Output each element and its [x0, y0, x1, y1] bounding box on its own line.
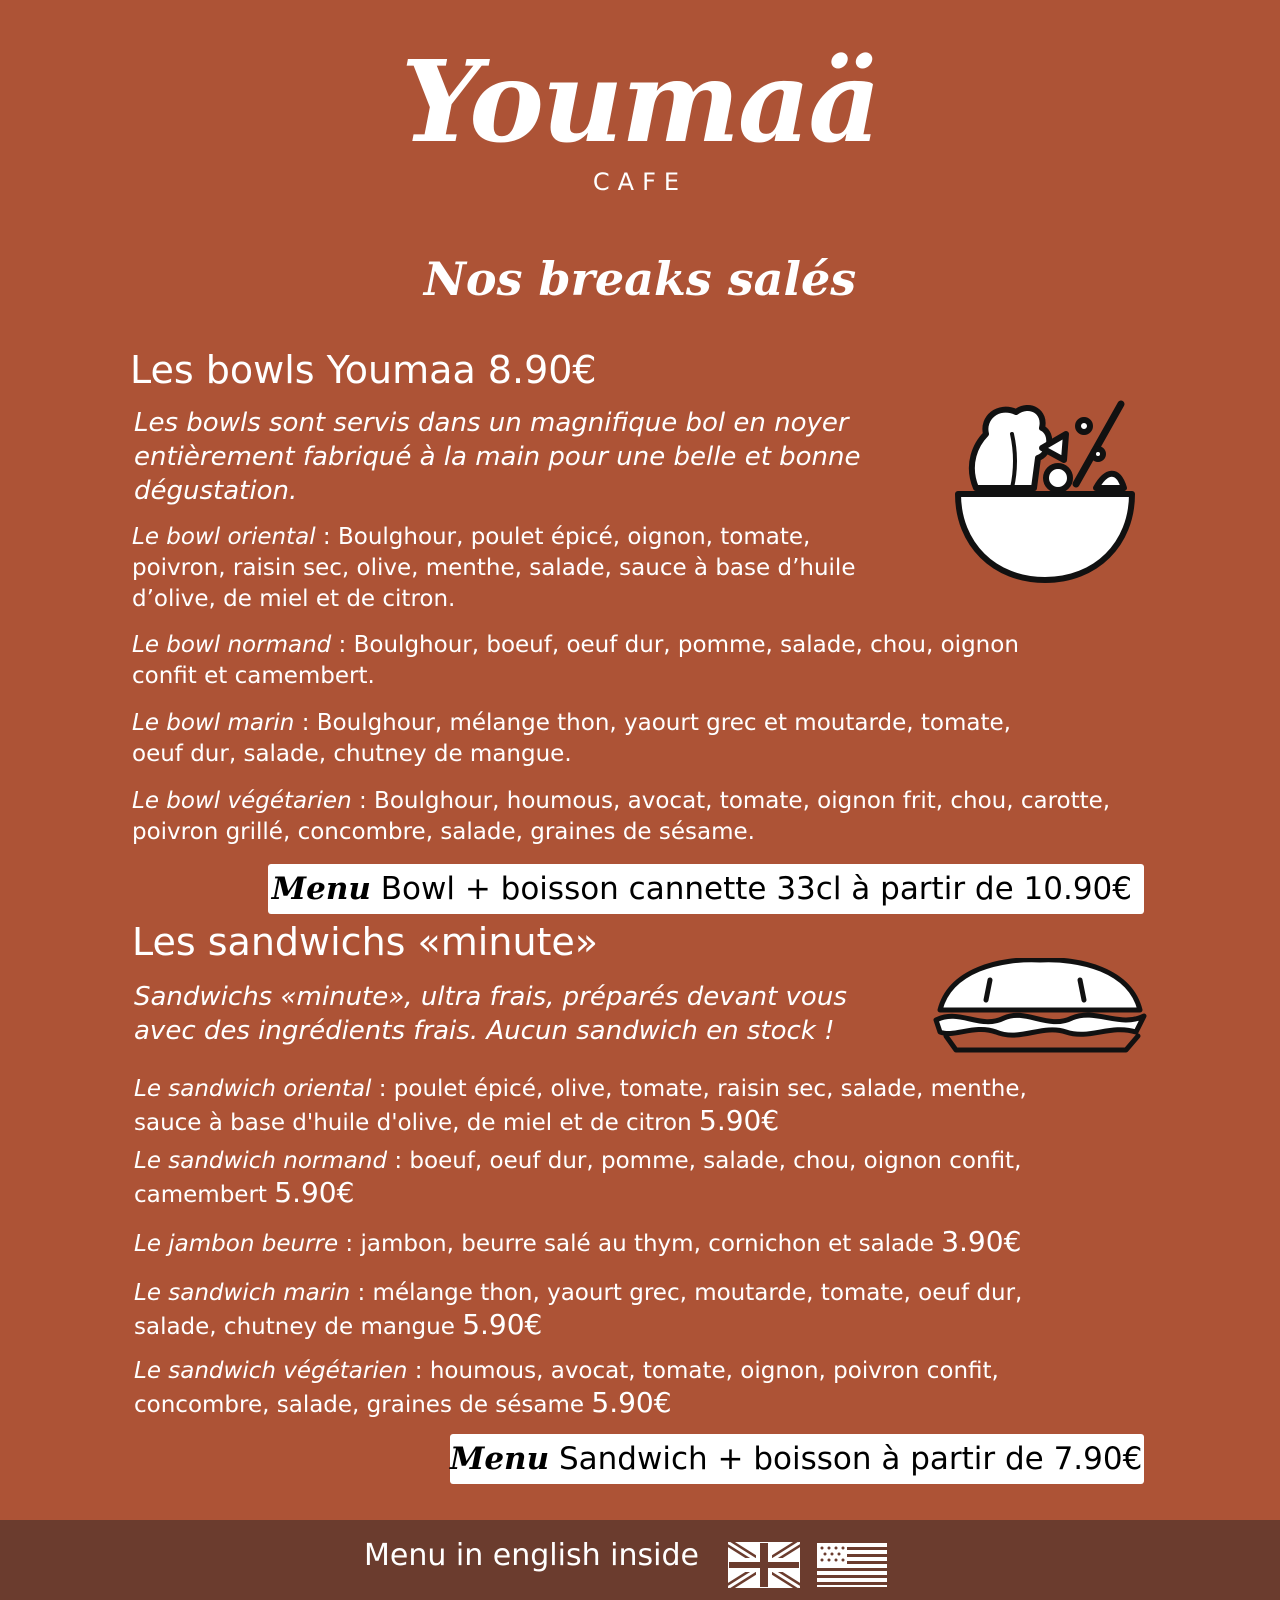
footer-bar: [0, 1520, 1280, 1600]
sandwich-icon: [930, 958, 1150, 1054]
list-item: [132, 786, 1142, 848]
item-name: Le jambon beurre: [134, 1231, 339, 1257]
item-desc: : Boulghour, mélange thon, yaourt grec et moutarde, tomate, oeuf dur, salade, chutney de mangue.: [132, 710, 1011, 767]
salad-bowl-icon: [946, 394, 1146, 590]
item-name: Le sandwich normand: [134, 1148, 388, 1174]
menu-offer-text: Sandwich + boisson à partir de 7.90€: [549, 1441, 1143, 1477]
item-desc: : poulet épicé, olive, tomate, raisin sec, salade, menthe,: [371, 1076, 1027, 1102]
list-item: [132, 708, 1142, 770]
bowls-intro-line: dégustation.: [134, 476, 298, 506]
bowls-intro: [134, 406, 861, 508]
item-price: 5.90€: [274, 1176, 355, 1209]
item-desc: : mélange thon, yaourt grec, moutarde, tomate, oeuf dur,: [350, 1280, 1023, 1306]
us-flag-icon[interactable]: [816, 1542, 888, 1588]
list-item: [134, 1074, 1027, 1139]
item-name: Le bowl normand: [132, 632, 332, 658]
brand-sub: CAFE: [592, 168, 688, 196]
list-item: [132, 522, 855, 615]
uk-flag-icon[interactable]: [728, 1542, 800, 1588]
bowls-title: Les bowls Youmaa 8.90€: [130, 348, 597, 392]
item-desc: poivron, raisin sec, olive, menthe, salade, sauce à base d’huile: [132, 555, 856, 581]
item-name: Le bowl oriental: [132, 524, 316, 550]
item-desc: sauce à base d'huile d'olive, de miel et de citron: [134, 1110, 699, 1136]
footer-text: Menu in english inside: [364, 1538, 699, 1573]
bowls-intro-line: Les bowls sont servis dans un magnifique bol en noyer: [134, 408, 849, 438]
item-desc: camembert: [134, 1182, 275, 1208]
item-name: Le bowl végétarien: [132, 788, 352, 814]
list-item: [134, 1356, 999, 1421]
item-price: 3.90€: [941, 1225, 1022, 1258]
list-item: [134, 1146, 1021, 1211]
item-desc: concombre, salade, graines de sésame: [134, 1392, 592, 1418]
item-desc: : jambon, beurre salé au thym, cornichon et salade: [338, 1231, 942, 1257]
menu-word: Menu: [271, 871, 371, 907]
item-desc: : Boulghour, poulet épicé, oignon, tomate,: [315, 524, 811, 550]
item-price: 5.90€: [462, 1308, 543, 1341]
item-price: 5.90€: [699, 1104, 780, 1137]
logo: [0, 38, 1280, 196]
brand-name: Youmaä: [401, 37, 879, 168]
item-desc: : boeuf, oeuf dur, pomme, salade, chou, oignon confit,: [387, 1148, 1022, 1174]
menu-offer-text: Bowl + boisson cannette 33cl à partir de 10.90€: [370, 871, 1132, 907]
sandwiches-intro-line: avec des ingrédients frais. Aucun sandwich en stock !: [134, 1016, 835, 1046]
item-name: Le sandwich marin: [134, 1280, 351, 1306]
sandwich-menu-offer: [450, 1434, 1144, 1484]
list-item: [134, 1278, 1022, 1343]
item-name: Le sandwich végétarien: [134, 1358, 408, 1384]
item-desc: salade, chutney de mangue: [134, 1314, 463, 1340]
list-item: [132, 630, 1142, 692]
item-desc: : Boulghour, boeuf, oeuf dur, pomme, salade, chou, oignon confit et camembert.: [132, 632, 1019, 689]
item-name: Le sandwich oriental: [134, 1076, 372, 1102]
item-desc: d’olive, de miel et de citron.: [132, 586, 456, 612]
menu-word: Menu: [450, 1441, 550, 1477]
item-price: 5.90€: [591, 1386, 672, 1419]
bowl-menu-offer: [268, 864, 1144, 914]
sandwiches-title: Les sandwichs «minute»: [132, 920, 599, 964]
sandwiches-intro-line: Sandwichs «minute», ultra frais, préparés devant vous: [134, 982, 847, 1012]
item-desc: : houmous, avocat, tomate, oignon, poivron confit,: [407, 1358, 999, 1384]
bowls-intro-line: entièrement fabriqué à la main pour une belle et bonne: [134, 442, 861, 472]
item-desc: : Boulghour, houmous, avocat, tomate, oignon frit, chou, carotte, poivron grillé, concombre, salade, graines de sésame.: [132, 788, 1111, 845]
page-headline: Nos breaks salés: [423, 252, 857, 306]
item-name: Le bowl marin: [132, 710, 295, 736]
sandwiches-intro: [134, 980, 847, 1048]
list-item: [134, 1226, 1021, 1260]
